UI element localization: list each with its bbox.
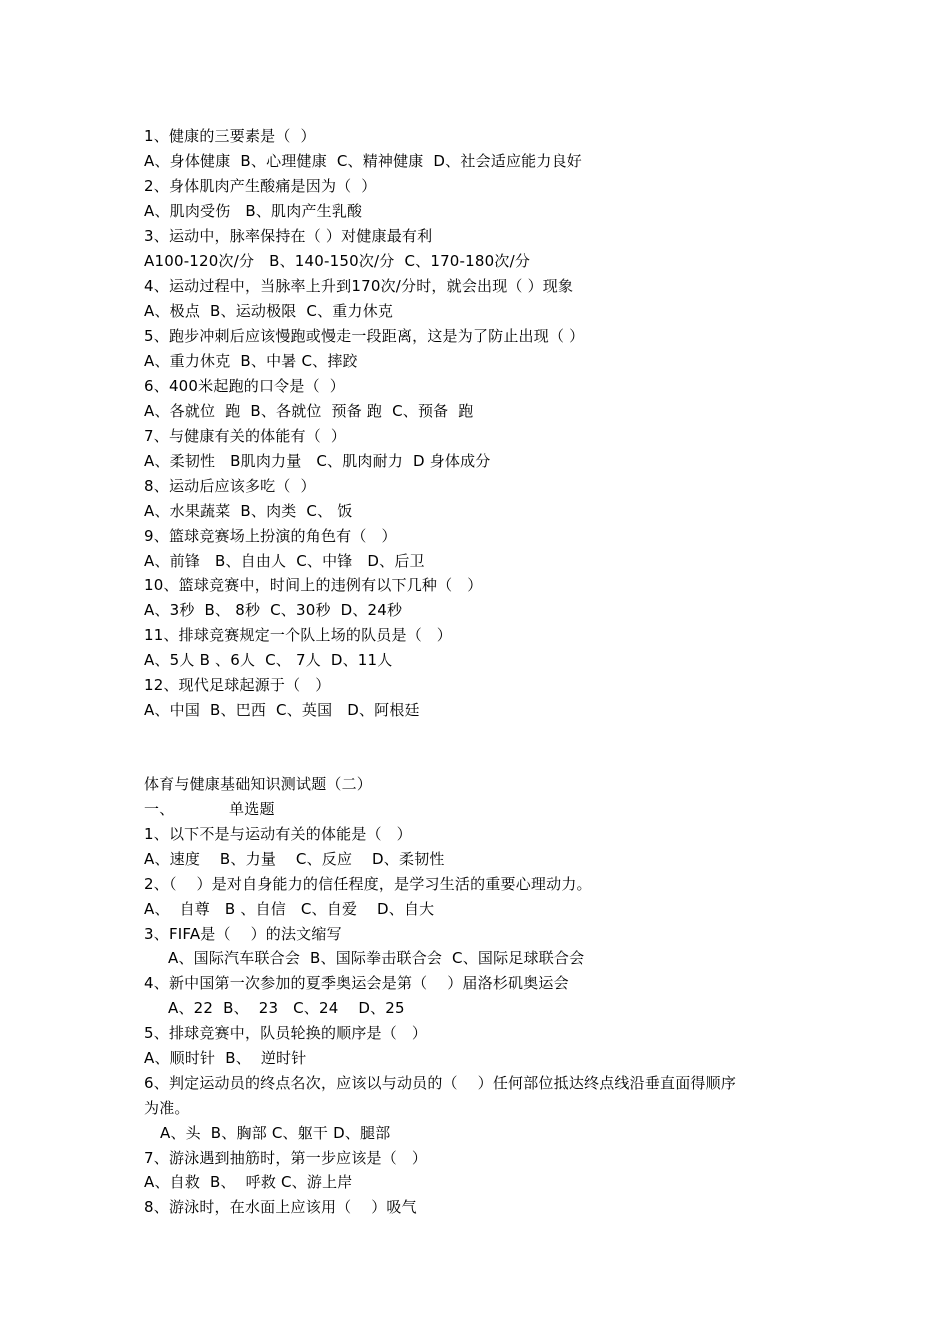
- s2-question-7-options: A、自救 B、 呼救 C、游上岸: [144, 1173, 353, 1191]
- s2-question-5-options: A、顺时针 B、 逆时针: [144, 1049, 307, 1067]
- question-12-options: A、中国 B、巴西 C、英国 D、阿根廷: [144, 701, 420, 719]
- question-9-options: A、前锋 B、自由人 C、中锋 D、后卫: [144, 552, 425, 570]
- question-5-options: A、重力休克 B、中暑 C、摔跤: [144, 352, 358, 370]
- question-2-options: A、肌肉受伤 B、肌肉产生乳酸: [144, 202, 363, 220]
- s2-question-5: 5、排球竞赛中，队员轮换的顺序是（ ）: [144, 1024, 428, 1042]
- question-7-options: A、柔韧性 B肌肉力量 C、肌肉耐力 D 身体成分: [144, 452, 491, 470]
- question-10: 10、篮球竞赛中，时间上的违例有以下几种（ ）: [144, 576, 483, 594]
- question-8-options: A、水果蔬菜 B、肉类 C、 饭: [144, 502, 353, 520]
- question-3-options: A100-120次/分 B、140-150次/分 C、170-180次/分: [144, 252, 531, 270]
- s2-question-1: 1、以下不是与运动有关的体能是（ ）: [144, 825, 412, 843]
- section-title: 体育与健康基础知识测试题（二）: [144, 775, 373, 793]
- s2-question-6-line1: 6、判定运动员的终点名次，应该以与动员的（ ）任何部位抵达终点线沿垂直面得顺序: [144, 1074, 737, 1092]
- question-12: 12、现代足球起源于（ ）: [144, 676, 331, 694]
- s2-question-4: 4、新中国第一次参加的夏季奥运会是第（ ）届洛杉矶奥运会: [144, 974, 569, 992]
- question-4-options: A、极点 B、运动极限 C、重力休克: [144, 302, 394, 320]
- question-1-options: A、身体健康 B、心理健康 C、精神健康 D、社会适应能力良好: [144, 152, 582, 170]
- s2-question-7: 7、游泳遇到抽筋时，第一步应该是（ ）: [144, 1149, 428, 1167]
- question-2: 2、身体肌肉产生酸痛是因为（ ）: [144, 177, 377, 195]
- question-5: 5、跑步冲刺后应该慢跑或慢走一段距离，这是为了防止出现（ ）: [144, 327, 585, 345]
- question-9: 9、篮球竞赛场上扮演的角色有（ ）: [144, 527, 397, 545]
- s2-question-4-options: A、22 B、 23 C、24 D、25: [168, 999, 405, 1017]
- s2-question-1-options: A、速度 B、力量 C、反应 D、柔韧性: [144, 850, 445, 868]
- s2-question-2-options: A、 自尊 B 、自信 C、自爱 D、自大: [144, 900, 435, 918]
- question-1: 1、健康的三要素是（ ）: [144, 127, 316, 145]
- question-10-options: A、3秒 B、 8秒 C、30秒 D、24秒: [144, 601, 403, 619]
- question-8: 8、运动后应该多吃（ ）: [144, 477, 316, 495]
- section-heading: 一、 单选题: [144, 800, 275, 818]
- s2-question-6-options: A、头 B、胸部 C、躯干 D、腿部: [160, 1124, 391, 1142]
- s2-question-3-options: A、国际汽车联合会 B、国际拳击联合会 C、国际足球联合会: [168, 949, 585, 967]
- s2-question-8: 8、游泳时，在水面上应该用（ ）吸气: [144, 1198, 417, 1216]
- s2-question-6-line2: 为准。: [144, 1099, 190, 1117]
- s2-question-3: 3、FIFA是（ ）的法文缩写: [144, 925, 342, 943]
- question-6-options: A、各就位 跑 B、各就位 预备 跑 C、预备 跑: [144, 402, 474, 420]
- question-6: 6、400米起跑的口令是（ ）: [144, 377, 345, 395]
- question-4: 4、运动过程中，当脉率上升到170次/分时，就会出现（ ）现象: [144, 277, 574, 295]
- s2-question-2: 2、（ ）是对自身能力的信任程度，是学习生活的重要心理动力。: [144, 875, 592, 893]
- question-7: 7、与健康有关的体能有（ ）: [144, 427, 347, 445]
- question-11-options: A、5人 B 、6人 C、 7人 D、11人: [144, 651, 393, 669]
- question-11: 11、排球竞赛规定一个队上场的队员是（ ）: [144, 626, 452, 644]
- question-3: 3、运动中，脉率保持在（ ）对健康最有利: [144, 227, 433, 245]
